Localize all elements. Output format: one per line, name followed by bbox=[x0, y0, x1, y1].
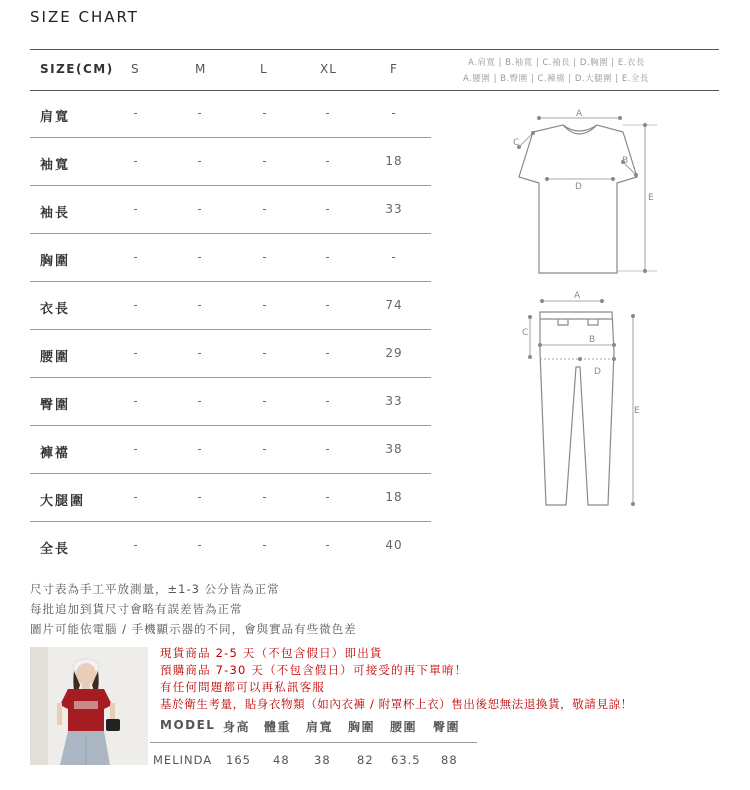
table-cell: 33 bbox=[385, 202, 403, 216]
table-cell: - bbox=[133, 346, 139, 360]
model-shoulder: 38 bbox=[314, 753, 331, 767]
table-cell: - bbox=[133, 394, 139, 408]
table-cell: - bbox=[133, 298, 139, 312]
shirt-label-c: C bbox=[513, 138, 520, 148]
row-label: 袖寬 bbox=[40, 158, 71, 173]
row-label: 肩寬 bbox=[40, 110, 71, 125]
table-cell: 18 bbox=[385, 490, 403, 504]
model-header: MODEL bbox=[160, 718, 216, 732]
table-cell: - bbox=[197, 490, 203, 504]
table-cell: 33 bbox=[385, 394, 403, 408]
table-cell: - bbox=[197, 346, 203, 360]
table-cell: 18 bbox=[385, 154, 403, 168]
shoulder-header: 肩寬 bbox=[306, 720, 334, 734]
table-cell: - bbox=[262, 442, 268, 456]
size-header: SIZE(CM) bbox=[40, 62, 114, 76]
table-cell: - bbox=[197, 538, 203, 552]
model-photo bbox=[30, 647, 148, 765]
size-f-header: F bbox=[390, 62, 398, 76]
table-cell: - bbox=[325, 250, 331, 264]
shipping-note-preorder: 預購商品 7-30 天（不包含假日）可接受的再下單唷！ bbox=[160, 663, 468, 677]
model-name: MELINDA bbox=[153, 753, 213, 767]
table-header-rule bbox=[30, 90, 719, 91]
size-m-header: M bbox=[195, 62, 207, 76]
shirt-outline bbox=[519, 125, 637, 273]
table-cell: - bbox=[262, 250, 268, 264]
model-table-rule bbox=[150, 742, 477, 743]
table-cell: - bbox=[197, 106, 203, 120]
row-divider bbox=[30, 329, 431, 330]
note-batch: 每批追加到貨尺寸會略有誤差皆為正常 bbox=[30, 602, 243, 616]
table-cell: 38 bbox=[385, 442, 403, 456]
bust-header: 胸圍 bbox=[348, 720, 376, 734]
row-divider bbox=[30, 137, 431, 138]
row-label: 全長 bbox=[40, 542, 71, 557]
table-cell: - bbox=[262, 394, 268, 408]
table-cell: - bbox=[325, 490, 331, 504]
table-cell: - bbox=[262, 202, 268, 216]
table-cell: - bbox=[133, 202, 139, 216]
row-divider bbox=[30, 233, 431, 234]
table-cell: - bbox=[133, 538, 139, 552]
table-cell: - bbox=[262, 490, 268, 504]
note-measurement: 尺寸表為手工平放測量，±1-3 公分皆為正常 bbox=[30, 582, 280, 596]
height-header: 身高 bbox=[223, 720, 251, 734]
hip-header: 臀圍 bbox=[433, 720, 461, 734]
return-policy-note: 基於衛生考量，貼身衣物類（如內衣褲 / 附罩杯上衣）售出後恕無法退換貨，敬請見諒！ bbox=[160, 697, 633, 711]
pants-label-a: A bbox=[574, 291, 581, 301]
table-cell: 40 bbox=[385, 538, 403, 552]
table-cell: - bbox=[262, 346, 268, 360]
contact-note: 有任何問題都可以再私訊客服 bbox=[160, 680, 326, 694]
model-waist: 63.5 bbox=[391, 753, 421, 767]
model-bust: 82 bbox=[357, 753, 374, 767]
table-cell: - bbox=[391, 250, 397, 264]
size-s-header: S bbox=[131, 62, 140, 76]
shirt-label-a: A bbox=[576, 109, 583, 119]
table-cell: 29 bbox=[385, 346, 403, 360]
row-label: 臀圍 bbox=[40, 398, 71, 413]
size-l-header: L bbox=[260, 62, 268, 76]
table-cell: - bbox=[325, 298, 331, 312]
table-cell: - bbox=[262, 154, 268, 168]
row-label: 大腿圍 bbox=[40, 494, 86, 509]
pants-label-d: D bbox=[594, 367, 601, 377]
table-cell: - bbox=[325, 442, 331, 456]
table-cell: - bbox=[325, 202, 331, 216]
row-label: 褲襠 bbox=[40, 446, 71, 461]
pants-diagram bbox=[510, 287, 650, 512]
row-label: 袖長 bbox=[40, 206, 71, 221]
model-hip: 88 bbox=[441, 753, 458, 767]
pants-label-c: C bbox=[522, 328, 529, 338]
row-label: 衣長 bbox=[40, 302, 71, 317]
table-top-rule bbox=[30, 49, 719, 50]
table-cell: - bbox=[133, 106, 139, 120]
table-cell: - bbox=[197, 250, 203, 264]
note-color: 圖片可能依電腦 / 手機顯示器的不同，會與實品有些微色差 bbox=[30, 622, 357, 636]
table-cell: - bbox=[133, 442, 139, 456]
row-label: 胸圍 bbox=[40, 254, 71, 269]
pants-outline bbox=[540, 312, 614, 505]
table-cell: - bbox=[262, 298, 268, 312]
table-cell: - bbox=[325, 538, 331, 552]
row-divider bbox=[30, 377, 431, 378]
page-title: SIZE CHART bbox=[30, 8, 139, 26]
table-cell: - bbox=[325, 394, 331, 408]
table-cell: - bbox=[325, 106, 331, 120]
table-cell: - bbox=[197, 202, 203, 216]
table-cell: - bbox=[325, 154, 331, 168]
shirt-label-d: D bbox=[575, 182, 582, 192]
weight-header: 體重 bbox=[264, 720, 292, 734]
shipping-note-instock: 現貨商品 2-5 天（不包含假日）即出貨 bbox=[160, 646, 383, 660]
model-weight: 48 bbox=[273, 753, 290, 767]
table-cell: - bbox=[391, 106, 397, 120]
waist-header: 腰圍 bbox=[390, 720, 418, 734]
table-cell: - bbox=[262, 106, 268, 120]
shirt-diagram bbox=[505, 105, 665, 275]
shirt-label-b: B bbox=[622, 156, 629, 166]
shirt-label-e: E bbox=[648, 193, 654, 203]
row-divider bbox=[30, 425, 431, 426]
row-divider bbox=[30, 185, 431, 186]
table-cell: - bbox=[197, 394, 203, 408]
pants-label-e: E bbox=[634, 406, 640, 416]
table-cell: 74 bbox=[385, 298, 403, 312]
table-cell: - bbox=[197, 442, 203, 456]
row-label: 腰圍 bbox=[40, 350, 71, 365]
table-cell: - bbox=[133, 250, 139, 264]
table-cell: - bbox=[133, 154, 139, 168]
pants-label-b: B bbox=[589, 335, 596, 345]
model-height: 165 bbox=[226, 753, 251, 767]
row-divider bbox=[30, 473, 431, 474]
table-cell: - bbox=[197, 298, 203, 312]
row-divider bbox=[30, 521, 431, 522]
row-divider bbox=[30, 281, 431, 282]
table-cell: - bbox=[197, 154, 203, 168]
table-cell: - bbox=[262, 538, 268, 552]
table-cell: - bbox=[133, 490, 139, 504]
size-xl-header: XL bbox=[320, 62, 337, 76]
pants-legend: A.腰圍 | B.臀圍 | C.褲襠 | D.大腿圍 | E.全長 bbox=[463, 74, 649, 84]
table-cell: - bbox=[325, 346, 331, 360]
shirt-legend: A.肩寬 | B.袖寬 | C.袖長 | D.胸圍 | E.衣長 bbox=[468, 58, 645, 68]
